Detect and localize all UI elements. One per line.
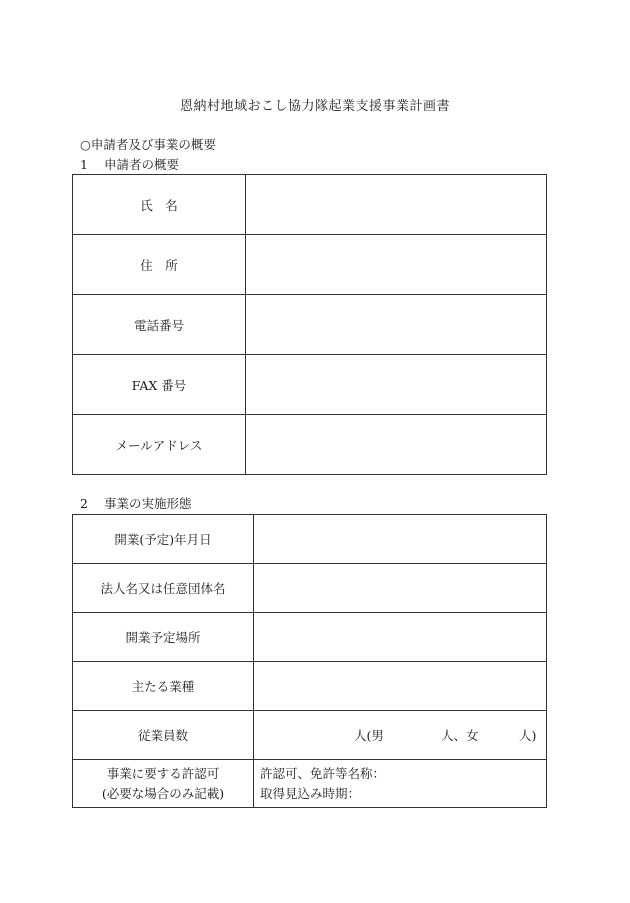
fax-field[interactable] (246, 355, 547, 415)
permit-field[interactable] (254, 760, 547, 808)
address-field[interactable] (246, 235, 547, 295)
staff-count-field[interactable] (254, 711, 547, 760)
phone-field[interactable] (246, 295, 547, 355)
table-row (73, 515, 547, 564)
table-row (73, 415, 547, 475)
table-row (73, 175, 547, 235)
permit-label (73, 760, 254, 808)
permit-name-label: 許認可、免許等名称： (260, 765, 386, 781)
table-row (73, 295, 547, 355)
org-name-field[interactable] (254, 564, 547, 613)
name-field[interactable] (246, 175, 547, 235)
table-row (73, 235, 547, 295)
section-1-number: 1 (80, 157, 88, 172)
section-main-heading: ○申請者及び事業の概要 (80, 137, 216, 152)
table-row (73, 760, 547, 808)
table-row (73, 711, 547, 760)
staff-female-unit: 人) (519, 728, 537, 743)
staff-male-unit: 人、女 (441, 728, 479, 743)
email-label: メールアドレス (73, 415, 246, 475)
staff-total-unit: 人(男 (354, 728, 384, 743)
permit-label-line2: (必要な場合のみ記載) (101, 785, 225, 801)
org-name-label: 法人名又は任意団体名 (73, 564, 254, 613)
industry-label: 主たる業種 (73, 662, 254, 711)
industry-field[interactable] (254, 662, 547, 711)
opening-place-label: 開業予定場所 (73, 613, 254, 662)
table-row (73, 355, 547, 415)
name-label: 氏 名 (73, 175, 246, 235)
section-1-heading (80, 155, 179, 173)
section-2-heading (80, 494, 192, 512)
phone-label: 電話番号 (73, 295, 246, 355)
applicant-table (72, 174, 547, 475)
opening-date-label: 開業(予定)年月日 (73, 515, 254, 564)
email-field[interactable] (246, 415, 547, 475)
table-row (73, 613, 547, 662)
section-2-number: 2 (80, 496, 88, 511)
fax-label: FAX 番号 (73, 355, 246, 415)
opening-date-field[interactable] (254, 515, 547, 564)
permit-label-line1: 事業に要する許認可 (106, 765, 220, 781)
address-label: 住 所 (73, 235, 246, 295)
table-row (73, 564, 547, 613)
table-row (73, 662, 547, 711)
document-title: 恩納村地域おこし協力隊起業支援事業計画書 (179, 99, 450, 114)
permit-date-label: 取得見込み時期： (260, 785, 361, 801)
business-table (72, 514, 547, 808)
staff-count-label: 従業員数 (73, 711, 254, 760)
opening-place-field[interactable] (254, 613, 547, 662)
section-2-title: 事業の実施形態 (104, 496, 192, 511)
section-1-title: 申請者の概要 (104, 157, 180, 172)
